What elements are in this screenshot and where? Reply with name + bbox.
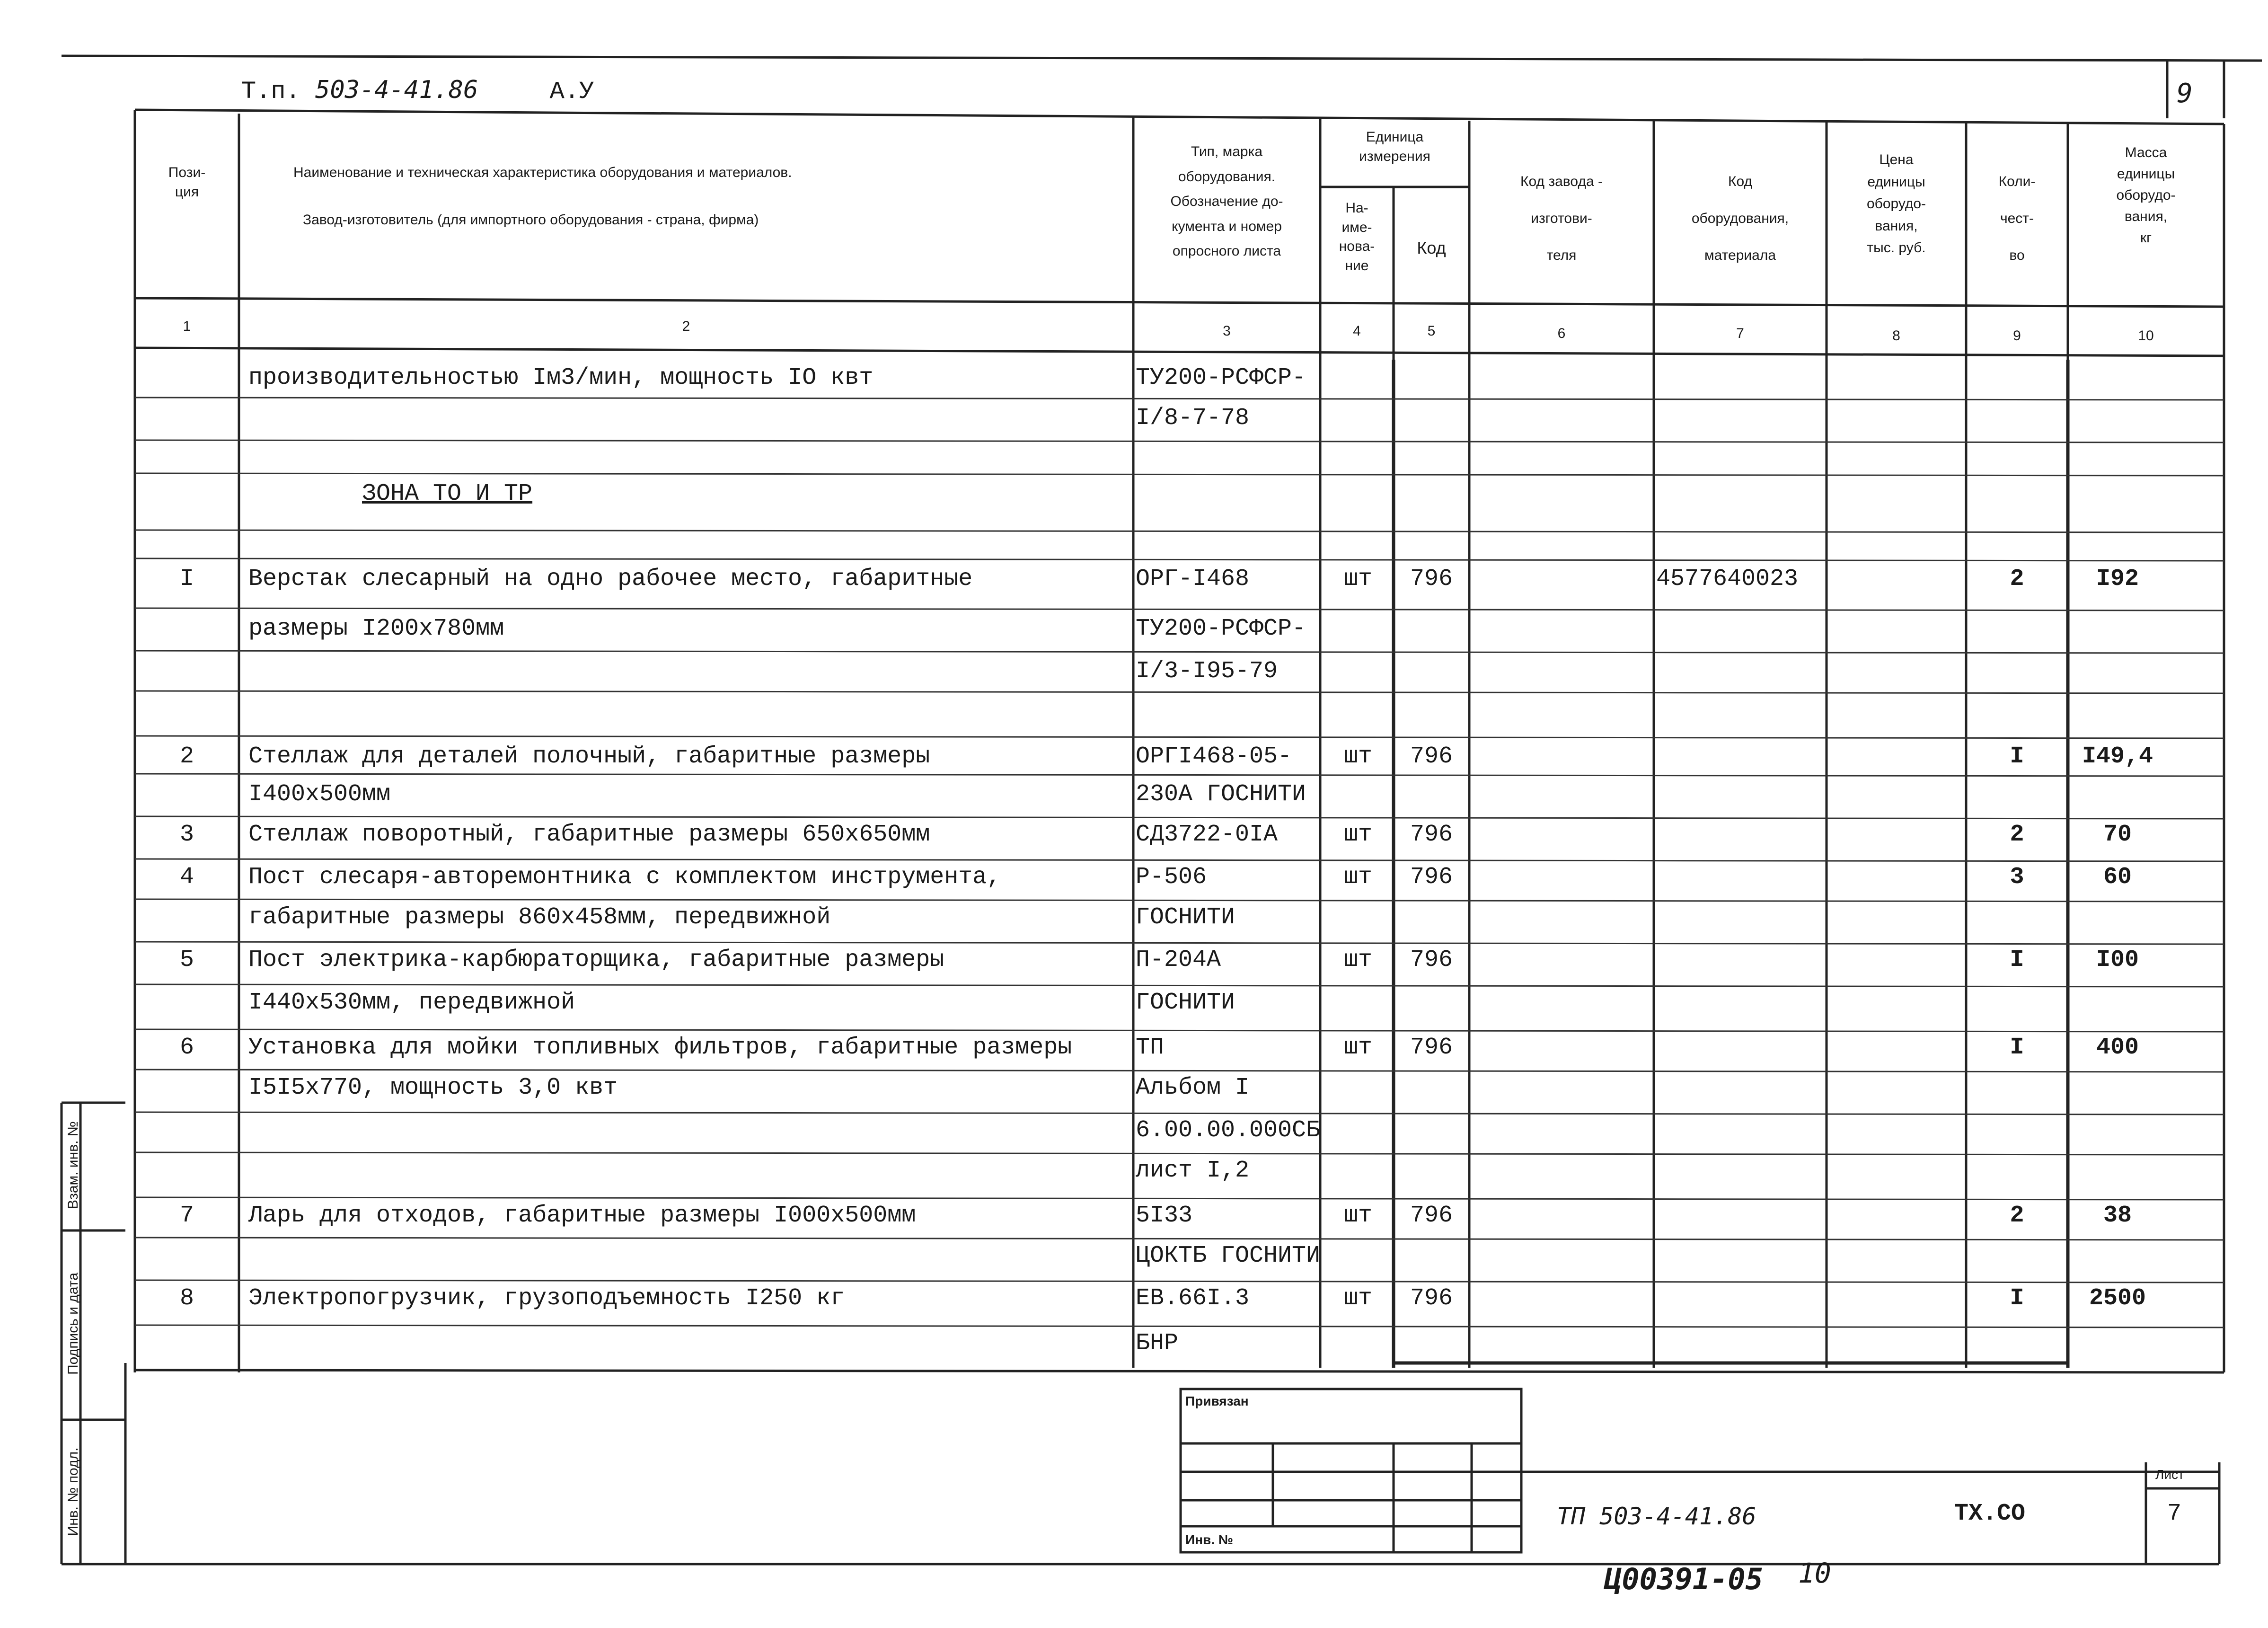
- row-type: П-204А: [1136, 947, 1221, 973]
- row-qty: I: [2010, 743, 2024, 770]
- row-unit-code: 796: [1410, 1285, 1453, 1312]
- row-type: БНР: [1136, 1330, 1179, 1357]
- row-unit-code: 796: [1410, 864, 1453, 891]
- row-pos: 3: [179, 821, 194, 848]
- row-unit-code: 796: [1410, 947, 1453, 973]
- bottom-page: 10: [1798, 1557, 1831, 1589]
- side-sign-date: Подпись и дата: [65, 1273, 81, 1375]
- corner-page-number: 9: [2177, 78, 2193, 109]
- row-unit-code: 796: [1410, 743, 1453, 770]
- colnum-7: 7: [1736, 326, 1744, 341]
- title-sheet-number: 7: [2167, 1500, 2182, 1527]
- row-type: ЦОКТБ ГОСНИТИ: [1136, 1242, 1321, 1269]
- row-type: СД3722-0IА: [1136, 821, 1278, 848]
- top-label-prefix: Т.п.: [241, 78, 300, 106]
- colnum-5: 5: [1427, 323, 1436, 339]
- top-label-album: А.У: [549, 78, 594, 106]
- row-pos: I: [179, 566, 194, 593]
- row-name: Электропогрузчик, грузоподъемность I250 кг: [248, 1285, 845, 1312]
- colnum-4: 4: [1353, 323, 1361, 339]
- side-inv-instead: Взам. инв. №: [65, 1121, 81, 1209]
- row-name: I5I5х770, мощность 3,0 квт: [248, 1074, 618, 1101]
- stamp-inv-label: Инв. №: [1185, 1532, 1234, 1547]
- row-mass: 400: [2096, 1034, 2139, 1061]
- row-name: I440х530мм, передвижной: [248, 989, 575, 1016]
- title-mark: ТХ.СО: [1954, 1500, 2026, 1527]
- title-doc-code: ТП 503-4-41.86: [1557, 1503, 1756, 1530]
- header-price: Цена единицы оборудо- вания, тыс. руб.: [1866, 152, 1926, 256]
- row-unit: шт: [1343, 1034, 1372, 1061]
- row-pos: 4: [179, 864, 194, 891]
- row-name: Пост электрика-карбюраторщика, габаритные размеры: [248, 947, 944, 973]
- row-pos: 6: [179, 1034, 194, 1061]
- row-type: ТУ200-РСФСР-: [1136, 364, 1306, 391]
- row-type: 6.00.00.000СБ: [1136, 1117, 1321, 1144]
- header-plant-code: Код завода - изготови- теля: [1520, 174, 1603, 263]
- colnum-10: 10: [2138, 328, 2154, 344]
- row-type: ГОСНИТИ: [1136, 904, 1235, 931]
- row-qty: 2: [2010, 821, 2024, 848]
- header-unit-name: На- име- нова- ние: [1339, 200, 1375, 274]
- row-unit: шт: [1343, 864, 1372, 891]
- row-pos: 5: [179, 947, 194, 973]
- header-name-2: Завод-изготовитель (для импортного оборудования - страна, фирма): [303, 212, 759, 228]
- row-name: Установка для мойки топливных фильтров, габаритные размеры: [248, 1034, 1072, 1061]
- row-unit-code: 796: [1410, 1202, 1453, 1229]
- header-equip-code: Код оборудования, материала: [1691, 174, 1789, 263]
- row-qty: I: [2010, 1034, 2024, 1061]
- row-type: ЕВ.66I.3: [1136, 1285, 1250, 1312]
- row-mass: 60: [2103, 864, 2132, 891]
- row-name: Стеллаж для деталей полочный, габаритные размеры: [248, 743, 930, 770]
- colnum-6: 6: [1557, 326, 1566, 341]
- row-mass: I92: [2096, 566, 2139, 593]
- row-type: I/3-I95-79: [1136, 658, 1278, 685]
- row-pos: 7: [179, 1202, 194, 1229]
- bottom-note: Ц00391-05: [1604, 1562, 1763, 1596]
- row-unit: шт: [1343, 947, 1372, 973]
- row-name: Пост слесаря-авторемонтника с комплектом инструмента,: [248, 864, 1001, 891]
- row-unit: шт: [1343, 821, 1372, 848]
- row-qty: 3: [2010, 864, 2024, 891]
- row-qty: 2: [2010, 566, 2024, 593]
- row-type: 230А ГОСНИТИ: [1136, 781, 1306, 808]
- row-pos: 2: [179, 743, 194, 770]
- row-type: ОРГI468-05-: [1136, 743, 1292, 770]
- stamp-bound-label: Привязан: [1185, 1394, 1249, 1408]
- header-pos: Пози- ция: [168, 165, 206, 200]
- header-name-1: Наименование и техническая характеристика оборудования и материалов.: [293, 165, 792, 180]
- row-name: производительностью Iм3/мин, мощность IO квт: [248, 364, 874, 391]
- row-mass: 38: [2103, 1202, 2132, 1229]
- row-type: Альбом I: [1136, 1074, 1250, 1101]
- row-qty: 2: [2010, 1202, 2024, 1229]
- row-type: Р-506: [1136, 864, 1207, 891]
- header-unit-code: Код: [1417, 238, 1446, 257]
- row-mass: I49,4: [2082, 743, 2153, 770]
- row-type: ТУ200-РСФСР-: [1136, 615, 1306, 642]
- row-qty: I: [2010, 947, 2024, 973]
- row-mass: 2500: [2089, 1285, 2146, 1312]
- row-unit: шт: [1343, 566, 1372, 593]
- colnum-3: 3: [1223, 323, 1231, 339]
- row-unit: шт: [1343, 1285, 1372, 1312]
- row-type: I/8-7-78: [1136, 405, 1250, 432]
- header-mass: Масса единицы оборудо- вания, кг: [2116, 145, 2176, 246]
- row-unit-code: 796: [1410, 821, 1453, 848]
- row-unit: шт: [1343, 743, 1372, 770]
- row-name: Ларь для отходов, габаритные размеры I000х500мм: [248, 1202, 916, 1229]
- header-type: Тип, марка оборудования. Обозначение до- кумента и номер опросного листа: [1170, 144, 1283, 259]
- row-mass: I00: [2096, 947, 2139, 973]
- row-unit-code: 796: [1410, 566, 1453, 593]
- row-name: ЗОНА ТО И ТР: [362, 480, 533, 507]
- row-mass: 70: [2103, 821, 2132, 848]
- side-inv-orig: Инв. № подл.: [65, 1447, 81, 1536]
- row-type: ОРГ-I468: [1136, 566, 1250, 593]
- top-label-project: 503-4-41.86: [315, 76, 478, 104]
- title-sheet-label: Лист: [2155, 1467, 2184, 1482]
- colnum-2: 2: [682, 319, 690, 334]
- row-type: лист I,2: [1136, 1157, 1250, 1184]
- row-type: ГОСНИТИ: [1136, 989, 1235, 1016]
- colnum-9: 9: [2013, 328, 2021, 344]
- row-qty: I: [2010, 1285, 2024, 1312]
- row-unit-code: 796: [1410, 1034, 1453, 1061]
- colnum-8: 8: [1892, 328, 1900, 344]
- row-name: Стеллаж поворотный, габаритные размеры 650х650мм: [248, 821, 930, 848]
- row-name: габаритные размеры 860х458мм, передвижной: [248, 904, 831, 931]
- header-qty: Коли- чест- во: [1998, 174, 2036, 263]
- row-type: ТП: [1136, 1034, 1165, 1061]
- row-name: Верстак слесарный на одно рабочее место, габаритные: [248, 566, 973, 593]
- row-equip-code: 4577640023: [1656, 566, 1799, 593]
- row-name: размеры I200х780мм: [248, 615, 504, 642]
- row-type: 5I33: [1136, 1202, 1193, 1229]
- row-name: I400х500мм: [248, 781, 391, 808]
- colnum-1: 1: [183, 319, 191, 334]
- row-unit: шт: [1343, 1202, 1372, 1229]
- top-label: [241, 76, 594, 106]
- header-unit: Единица измерения: [1359, 129, 1430, 164]
- row-pos: 8: [179, 1285, 194, 1312]
